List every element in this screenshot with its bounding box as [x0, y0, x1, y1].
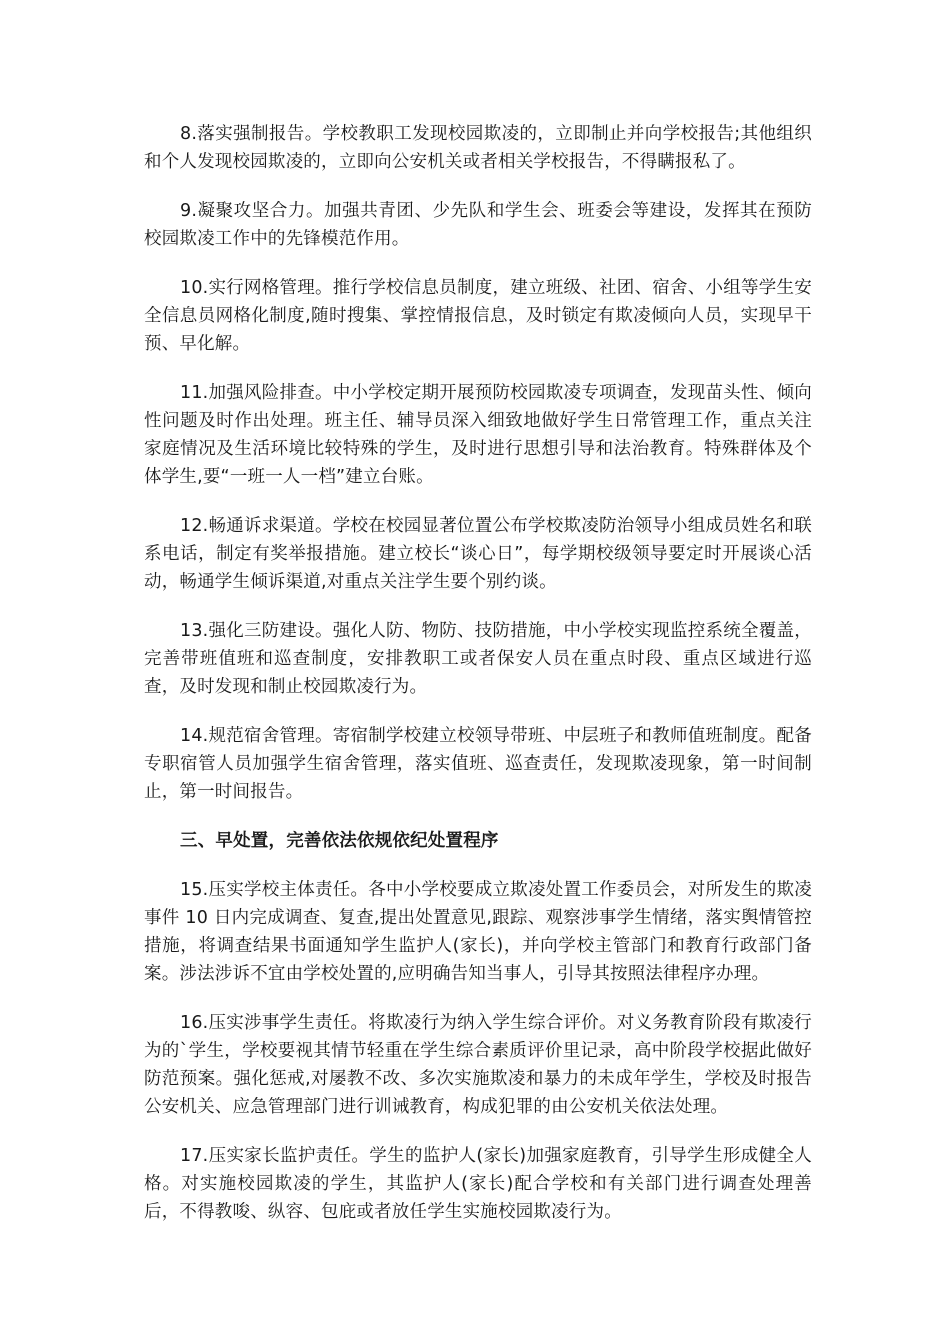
paragraph-11: 11.加强风险排查。中小学校定期开展预防校园欺凌专项调查，发现苗头性、倾向性问题及时作出处理。班主任、辅导员深入细致地做好学生日常管理工作，重点关注家庭情况及生活环境比较特殊的学生，及时进行思想引导和法治教育。特殊群体及个体学生,要“一班一人一档”建立台账。	[144, 383, 812, 487]
paragraph-14: 14.规范宿舍管理。寄宿制学校建立校领导带班、中层班子和教师值班制度。配备专职宿管人员加强学生宿舍管理，落实值班、巡查责任，发现欺凌现象，第一时间制止，第一时间报告。	[144, 726, 812, 802]
document-page	[144, 120, 812, 1247]
section-heading: 三、早处置，完善依法依规依纪处置程序	[180, 831, 499, 851]
paragraph-16: 16.压实涉事学生责任。将欺凌行为纳入学生综合评价。对义务教育阶段有欺凌行为的`学生，学校要视其情节轻重在学生综合素质评价里记录，高中阶段学校据此做好防范预案。强化惩戒,对屡教不改、多次实施欺凌和暴力的未成年学生，学校及时报告公安机关、应急管理部门进行训诫教育，构成犯罪的由公安机关依法处理。	[144, 1013, 812, 1117]
paragraph-10: 10.实行网格管理。推行学校信息员制度，建立班级、社团、宿舍、小组等学生安全信息员网格化制度,随时搜集、掌控情报信息，及时锁定有欺凌倾向人员，实现早干预、早化解。	[144, 278, 812, 354]
paragraph-15: 15.压实学校主体责任。各中小学校要成立欺凌处置工作委员会，对所发生的欺凌事件 10 日内完成调查、复查,提出处置意见,跟踪、观察涉事学生情绪，落实舆情管控措施，将调查结果书面通知学生监护人(家长)，并向学校主管部门和教育行政部门备案。涉法涉诉不宜由学校处置的,应明确告知当事人，引导其按照法律程序办理。	[144, 880, 812, 984]
paragraph-8: 8.落实强制报告。学校教职工发现校园欺凌的，立即制止并向学校报告;其他组织和个人发现校园欺凌的，立即向公安机关或者相关学校报告，不得瞒报私了。	[144, 124, 812, 172]
paragraph-17: 17.压实家长监护责任。学生的监护人(家长)加强家庭教育，引导学生形成健全人格。对实施校园欺凌的学生，其监护人(家长)配合学校和有关部门进行调查处理善后，不得教唆、纵容、包庇或者放任学生实施校园欺凌行为。	[144, 1146, 812, 1222]
paragraph-9: 9.凝聚攻坚合力。加强共青团、少先队和学生会、班委会等建设，发挥其在预防校园欺凌工作中的先锋模范作用。	[144, 201, 812, 249]
paragraph-12: 12.畅通诉求渠道。学校在校园显著位置公布学校欺凌防治领导小组成员姓名和联系电话，制定有奖举报措施。建立校长“谈心日”，每学期校级领导要定时开展谈心活动，畅通学生倾诉渠道,对重点关注学生要个别约谈。	[144, 516, 812, 592]
paragraph-13: 13.强化三防建设。强化人防、物防、技防措施，中小学校实现监控系统全覆盖，完善带班值班和巡查制度，安排教职工或者保安人员在重点时段、重点区域进行巡查，及时发现和制止校园欺凌行为。	[144, 621, 812, 697]
